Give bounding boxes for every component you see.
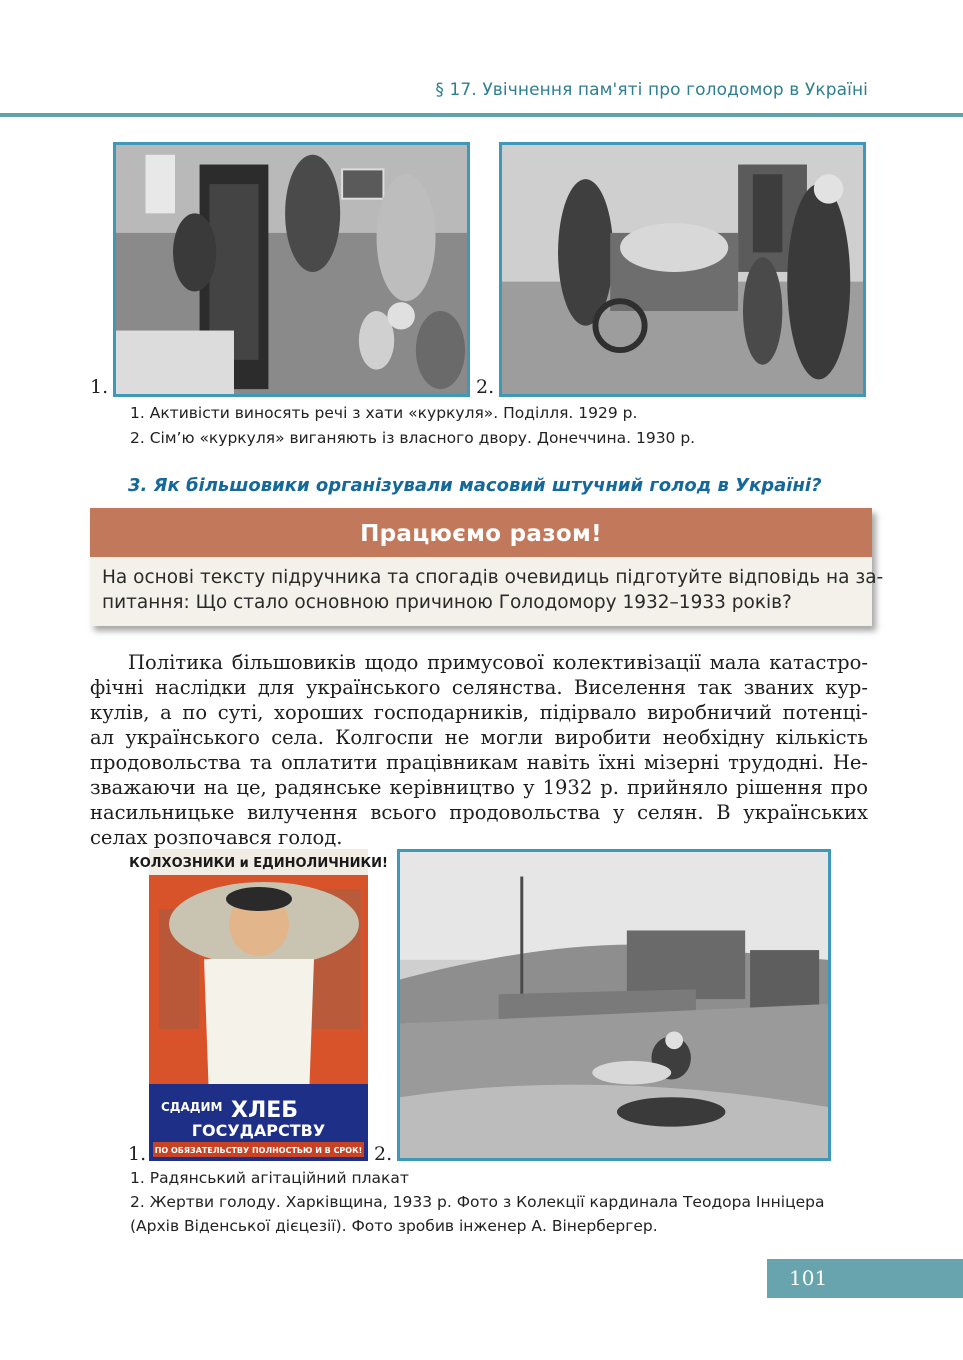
poster-word-hleb: ХЛЕБ <box>231 1098 299 1123</box>
poster-word-gosudarstvu: ГОСУДАРСТВУ <box>191 1121 326 1140</box>
work-together-box <box>90 508 884 626</box>
figure-number-2: 2. <box>476 376 495 398</box>
body-line: зважаючи на це, радянське керівництво у 1932 р. прийняло рішення про <box>90 776 868 799</box>
top-caption-1: 1. Активісти виносять речі з хати «куркуля». Поділля. 1929 р. <box>130 404 638 422</box>
bottom-caption-2: 2. Жертви голоду. Харківщина, 1933 р. Фото з Колекції кардинала Теодора Інніцера <box>130 1193 825 1211</box>
figure-number-1-bottom: 1. <box>128 1143 147 1165</box>
body-line: кулів, а по суті, хороших господарників, підірвало виробничий потенці- <box>90 701 868 724</box>
top-caption-2: 2. Сім’ю «куркуля» виганяють із власного двору. Донеччина. 1930 р. <box>130 429 696 447</box>
work-together-text <box>90 557 884 615</box>
work-text-line: На основі тексту підручника та спогадів очевидиць підготуйте відповідь на за- <box>102 567 884 588</box>
work-together-title: Працюємо разом! <box>90 508 872 557</box>
body-line: селах розпочався голод. <box>90 826 343 849</box>
body-line: ал українського села. Колгоспи не могли виробити необхідну кількість <box>90 726 868 749</box>
figure-number-2-bottom: 2. <box>374 1143 393 1165</box>
body-line: продовольства та оплатити працівникам навіть їхні мізерні трудодні. Не- <box>90 751 868 774</box>
page-number-box <box>767 1259 963 1298</box>
photo-famine-victims <box>397 849 831 1161</box>
body-line: насильницьке вилучення всього продовольства у селян. В українських <box>90 801 868 824</box>
work-text-line: питання: Що стало основною причиною Голодомору 1932–1933 років? <box>102 592 792 613</box>
body-line: фічні наслідки для українського селянства. Виселення так званих кур- <box>90 676 868 699</box>
figure-number-1: 1. <box>90 376 109 398</box>
photo-family-evicted <box>499 142 866 397</box>
photo-activists-house <box>113 142 470 397</box>
body-paragraph <box>90 650 868 850</box>
poster-top-text: КОЛХОЗНИКИ и ЕДИНОЛИЧНИКИ! <box>129 856 388 871</box>
bottom-caption-3: (Архів Віденської дієцезії). Фото зробив інженер А. Вінербергер. <box>130 1217 658 1235</box>
header-divider <box>0 113 963 117</box>
question-heading: 3. Як більшовики організували масовий штучний голод в Україні? <box>128 475 822 496</box>
poster-bottom-text: ПО ОБЯЗАТЕЛЬСТВУ ПОЛНОСТЬЮ И В СРОК! <box>154 1146 363 1155</box>
page-number: 101 <box>789 1266 828 1290</box>
soviet-poster <box>129 849 388 1161</box>
section-header-title: § 17. Увічнення пам'яті про голодомор в Україні <box>435 80 868 100</box>
bottom-caption-1: 1. Радянський агітаційний плакат <box>130 1169 409 1187</box>
body-line: Політика більшовиків щодо примусової колективізації мала катастро- <box>128 651 868 674</box>
poster-word-sdadim: СДАДИМ <box>161 1100 223 1114</box>
